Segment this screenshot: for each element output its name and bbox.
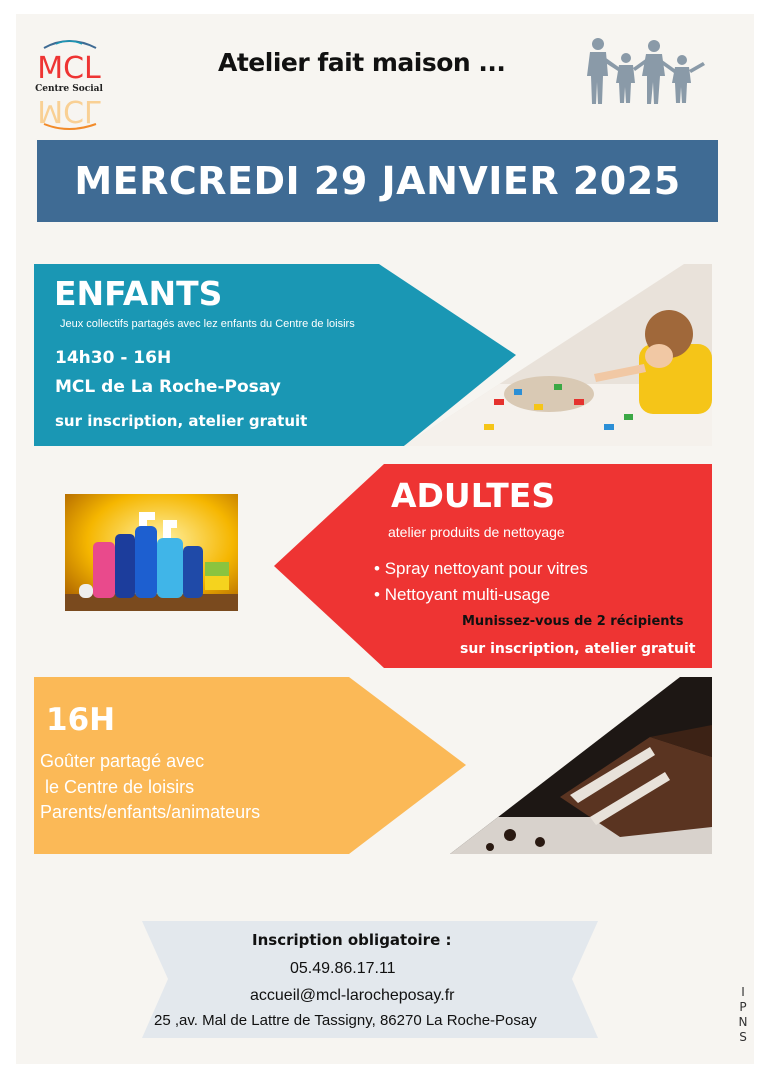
- enfants-time: 14h30 - 16H: [55, 348, 172, 368]
- mcl-logo: [34, 36, 104, 132]
- logo-subtitle: Centre Social: [35, 84, 103, 94]
- adultes-item-2-label: Nettoyant multi-usage: [384, 585, 551, 604]
- gouter-line-3: Parents/enfants/animateurs: [40, 802, 261, 822]
- enfants-place: MCL de La Roche-Posay: [55, 377, 281, 397]
- children-playing-photo: [404, 264, 712, 446]
- bullet-dot-icon: •: [374, 559, 385, 578]
- ipns-letter: N: [738, 1015, 748, 1029]
- contact-phone: 05.49.86.17.11: [290, 960, 396, 977]
- ipns-letter: P: [739, 1000, 747, 1014]
- adultes-bring: Munissez-vous de 2 récipients: [462, 614, 684, 629]
- event-date: MERCREDI 29 JANVIER 2025: [74, 159, 681, 203]
- page-title: Atelier fait maison ...: [218, 48, 506, 77]
- date-banner: [37, 140, 718, 222]
- enfants-subtitle: Jeux collectifs partagés avec lez enfants du Centre de loisirs: [60, 318, 355, 330]
- cleaning-products-photo: [65, 494, 238, 611]
- ipns-letter: S: [739, 1030, 747, 1044]
- logo-mcl-text: MCL: [37, 51, 101, 86]
- adultes-item-2: [374, 585, 550, 605]
- contact-address: 25 ,av. Mal de Lattre de Tassigny, 86270 La Roche-Posay: [154, 1012, 537, 1029]
- adultes-subtitle: atelier produits de nettoyage: [388, 524, 565, 540]
- ipns-mention: [737, 985, 749, 1045]
- mcl-logo-mark: [34, 36, 104, 132]
- enfants-note: sur inscription, atelier gratuit: [55, 412, 308, 430]
- bullet-dot-icon: •: [374, 585, 385, 604]
- adultes-item-1-label: Spray nettoyant pour vitres: [384, 559, 588, 578]
- family-silhouette-icon: [582, 36, 710, 108]
- adultes-heading: ADULTES: [391, 476, 556, 515]
- gouter-heading: 16H: [46, 702, 116, 738]
- adultes-item-1: [374, 559, 588, 579]
- contact-title: Inscription obligatoire :: [252, 931, 452, 949]
- adultes-note: sur inscription, atelier gratuit: [460, 641, 696, 657]
- contact-email: accueil@mcl-larocheposay.fr: [250, 987, 455, 1004]
- gouter-line-2: le Centre de loisirs: [40, 777, 195, 797]
- svg-text:MCL: MCL: [37, 93, 101, 128]
- gouter-line-1: Goûter partagé avec: [40, 751, 205, 771]
- chocolate-cake-photo: [450, 677, 712, 854]
- ipns-letter: I: [741, 985, 745, 999]
- enfants-heading: ENFANTS: [54, 274, 223, 313]
